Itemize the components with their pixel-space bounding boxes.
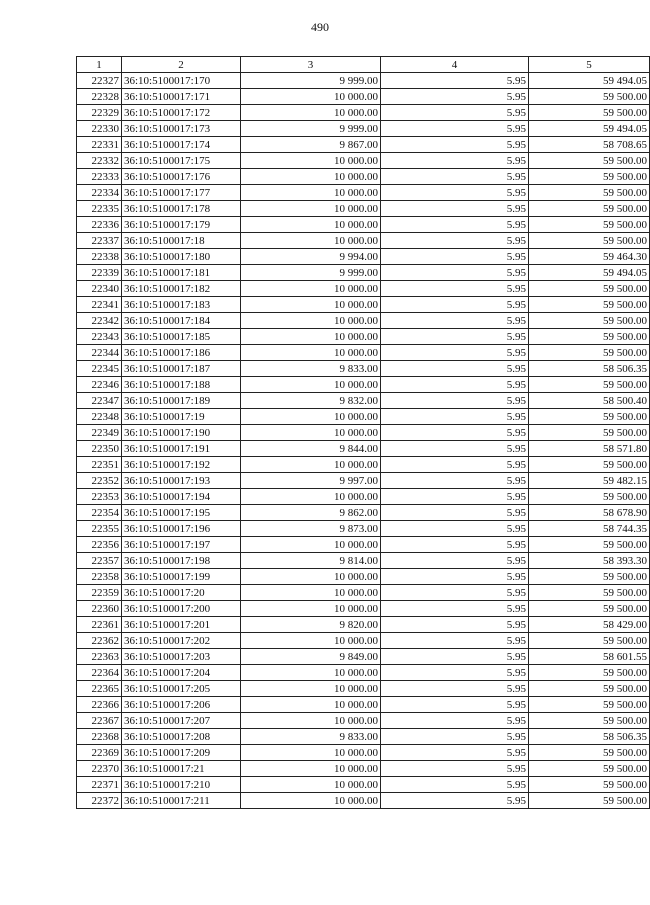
table-row xyxy=(77,441,650,457)
rate-value-cell: 5.95 xyxy=(381,233,529,249)
rate-value-cell: 5.95 xyxy=(381,457,529,473)
amount-value-cell: 59 500.00 xyxy=(529,665,650,681)
cadastral-number-cell: 36:10:5100017:173 xyxy=(122,121,241,137)
amount-value-cell: 59 500.00 xyxy=(529,409,650,425)
row-number-cell: 22356 xyxy=(77,537,122,553)
row-number-cell: 22360 xyxy=(77,601,122,617)
table-row xyxy=(77,121,650,137)
amount-value-cell: 59 464.30 xyxy=(529,249,650,265)
amount-value-cell: 58 678.90 xyxy=(529,505,650,521)
area-value-cell: 10 000.00 xyxy=(241,169,381,185)
amount-value-cell: 58 506.35 xyxy=(529,361,650,377)
rate-value-cell: 5.95 xyxy=(381,217,529,233)
area-value-cell: 10 000.00 xyxy=(241,425,381,441)
area-value-cell: 9 873.00 xyxy=(241,521,381,537)
column-header-4: 4 xyxy=(381,57,529,73)
amount-value-cell: 58 571.80 xyxy=(529,441,650,457)
row-number-cell: 22353 xyxy=(77,489,122,505)
amount-value-cell: 59 500.00 xyxy=(529,185,650,201)
area-value-cell: 10 000.00 xyxy=(241,345,381,361)
cadastral-number-cell: 36:10:5100017:176 xyxy=(122,169,241,185)
table-body xyxy=(77,73,650,809)
cadastral-number-cell: 36:10:5100017:170 xyxy=(122,73,241,89)
cadastral-number-cell: 36:10:5100017:20 xyxy=(122,585,241,601)
amount-value-cell: 59 500.00 xyxy=(529,793,650,809)
rate-value-cell: 5.95 xyxy=(381,745,529,761)
cadastral-number-cell: 36:10:5100017:208 xyxy=(122,729,241,745)
cadastral-number-cell: 36:10:5100017:198 xyxy=(122,553,241,569)
table-row xyxy=(77,697,650,713)
area-value-cell: 9 999.00 xyxy=(241,265,381,281)
rate-value-cell: 5.95 xyxy=(381,73,529,89)
cadastral-number-cell: 36:10:5100017:201 xyxy=(122,617,241,633)
table-row xyxy=(77,601,650,617)
area-value-cell: 9 820.00 xyxy=(241,617,381,633)
table-row xyxy=(77,377,650,393)
cadastral-number-cell: 36:10:5100017:193 xyxy=(122,473,241,489)
amount-value-cell: 59 500.00 xyxy=(529,601,650,617)
cadastral-number-cell: 36:10:5100017:191 xyxy=(122,441,241,457)
table-row xyxy=(77,169,650,185)
table-row xyxy=(77,633,650,649)
table-row xyxy=(77,89,650,105)
row-number-cell: 22329 xyxy=(77,105,122,121)
amount-value-cell: 59 482.15 xyxy=(529,473,650,489)
rate-value-cell: 5.95 xyxy=(381,489,529,505)
amount-value-cell: 59 494.05 xyxy=(529,121,650,137)
row-number-cell: 22339 xyxy=(77,265,122,281)
row-number-cell: 22366 xyxy=(77,697,122,713)
row-number-cell: 22355 xyxy=(77,521,122,537)
table-row xyxy=(77,505,650,521)
cadastral-number-cell: 36:10:5100017:19 xyxy=(122,409,241,425)
amount-value-cell: 59 500.00 xyxy=(529,697,650,713)
cadastral-number-cell: 36:10:5100017:199 xyxy=(122,569,241,585)
table-row xyxy=(77,153,650,169)
amount-value-cell: 59 500.00 xyxy=(529,745,650,761)
table-row xyxy=(77,457,650,473)
row-number-cell: 22338 xyxy=(77,249,122,265)
area-value-cell: 10 000.00 xyxy=(241,585,381,601)
row-number-cell: 22358 xyxy=(77,569,122,585)
amount-value-cell: 59 500.00 xyxy=(529,585,650,601)
table-row xyxy=(77,345,650,361)
amount-value-cell: 58 393.30 xyxy=(529,553,650,569)
cadastral-number-cell: 36:10:5100017:197 xyxy=(122,537,241,553)
area-value-cell: 10 000.00 xyxy=(241,313,381,329)
row-number-cell: 22370 xyxy=(77,761,122,777)
rate-value-cell: 5.95 xyxy=(381,441,529,457)
rate-value-cell: 5.95 xyxy=(381,121,529,137)
cadastral-number-cell: 36:10:5100017:181 xyxy=(122,265,241,281)
cadastral-number-cell: 36:10:5100017:206 xyxy=(122,697,241,713)
area-value-cell: 9 814.00 xyxy=(241,553,381,569)
amount-value-cell: 59 500.00 xyxy=(529,489,650,505)
cadastral-number-cell: 36:10:5100017:184 xyxy=(122,313,241,329)
area-value-cell: 10 000.00 xyxy=(241,681,381,697)
area-value-cell: 9 999.00 xyxy=(241,73,381,89)
amount-value-cell: 59 500.00 xyxy=(529,713,650,729)
cadastral-number-cell: 36:10:5100017:18 xyxy=(122,233,241,249)
row-number-cell: 22352 xyxy=(77,473,122,489)
cadastral-number-cell: 36:10:5100017:177 xyxy=(122,185,241,201)
table-row xyxy=(77,777,650,793)
amount-value-cell: 59 494.05 xyxy=(529,265,650,281)
cadastral-number-cell: 36:10:5100017:182 xyxy=(122,281,241,297)
table-row xyxy=(77,553,650,569)
row-number-cell: 22363 xyxy=(77,649,122,665)
amount-value-cell: 59 500.00 xyxy=(529,89,650,105)
amount-value-cell: 59 500.00 xyxy=(529,569,650,585)
amount-value-cell: 59 500.00 xyxy=(529,761,650,777)
amount-value-cell: 59 500.00 xyxy=(529,153,650,169)
area-value-cell: 10 000.00 xyxy=(241,153,381,169)
area-value-cell: 9 849.00 xyxy=(241,649,381,665)
area-value-cell: 10 000.00 xyxy=(241,569,381,585)
table-row xyxy=(77,681,650,697)
table-row xyxy=(77,793,650,809)
row-number-cell: 22342 xyxy=(77,313,122,329)
table-row xyxy=(77,425,650,441)
area-value-cell: 10 000.00 xyxy=(241,217,381,233)
table-row xyxy=(77,137,650,153)
rate-value-cell: 5.95 xyxy=(381,105,529,121)
row-number-cell: 22365 xyxy=(77,681,122,697)
rate-value-cell: 5.95 xyxy=(381,793,529,809)
table-row xyxy=(77,649,650,665)
table-row xyxy=(77,521,650,537)
table-row xyxy=(77,761,650,777)
rate-value-cell: 5.95 xyxy=(381,153,529,169)
area-value-cell: 10 000.00 xyxy=(241,777,381,793)
amount-value-cell: 58 601.55 xyxy=(529,649,650,665)
table-row xyxy=(77,329,650,345)
rate-value-cell: 5.95 xyxy=(381,329,529,345)
row-number-cell: 22331 xyxy=(77,137,122,153)
amount-value-cell: 58 506.35 xyxy=(529,729,650,745)
cadastral-number-cell: 36:10:5100017:183 xyxy=(122,297,241,313)
cadastral-number-cell: 36:10:5100017:21 xyxy=(122,761,241,777)
rate-value-cell: 5.95 xyxy=(381,665,529,681)
rate-value-cell: 5.95 xyxy=(381,409,529,425)
row-number-cell: 22371 xyxy=(77,777,122,793)
row-number-cell: 22336 xyxy=(77,217,122,233)
rate-value-cell: 5.95 xyxy=(381,185,529,201)
cadastral-number-cell: 36:10:5100017:186 xyxy=(122,345,241,361)
rate-value-cell: 5.95 xyxy=(381,633,529,649)
row-number-cell: 22346 xyxy=(77,377,122,393)
area-value-cell: 10 000.00 xyxy=(241,665,381,681)
rate-value-cell: 5.95 xyxy=(381,777,529,793)
row-number-cell: 22362 xyxy=(77,633,122,649)
column-header-2: 2 xyxy=(122,57,241,73)
table-row xyxy=(77,537,650,553)
amount-value-cell: 59 500.00 xyxy=(529,681,650,697)
amount-value-cell: 59 500.00 xyxy=(529,169,650,185)
area-value-cell: 9 994.00 xyxy=(241,249,381,265)
row-number-cell: 22341 xyxy=(77,297,122,313)
area-value-cell: 9 832.00 xyxy=(241,393,381,409)
table-row xyxy=(77,313,650,329)
area-value-cell: 10 000.00 xyxy=(241,537,381,553)
rate-value-cell: 5.95 xyxy=(381,713,529,729)
area-value-cell: 10 000.00 xyxy=(241,297,381,313)
column-header-5: 5 xyxy=(529,57,650,73)
table-row xyxy=(77,73,650,89)
rate-value-cell: 5.95 xyxy=(381,281,529,297)
row-number-cell: 22330 xyxy=(77,121,122,137)
cadastral-number-cell: 36:10:5100017:209 xyxy=(122,745,241,761)
table-row xyxy=(77,217,650,233)
amount-value-cell: 59 500.00 xyxy=(529,777,650,793)
table-row xyxy=(77,473,650,489)
page-number: 490 xyxy=(311,20,329,34)
table-row xyxy=(77,713,650,729)
table-row xyxy=(77,617,650,633)
table-row xyxy=(77,745,650,761)
amount-value-cell: 58 744.35 xyxy=(529,521,650,537)
row-number-cell: 22335 xyxy=(77,201,122,217)
area-value-cell: 10 000.00 xyxy=(241,761,381,777)
cadastral-number-cell: 36:10:5100017:171 xyxy=(122,89,241,105)
rate-value-cell: 5.95 xyxy=(381,137,529,153)
cadastral-number-cell: 36:10:5100017:179 xyxy=(122,217,241,233)
row-number-cell: 22333 xyxy=(77,169,122,185)
area-value-cell: 10 000.00 xyxy=(241,601,381,617)
table-row xyxy=(77,233,650,249)
cadastral-number-cell: 36:10:5100017:196 xyxy=(122,521,241,537)
amount-value-cell: 58 708.65 xyxy=(529,137,650,153)
table-row xyxy=(77,393,650,409)
amount-value-cell: 59 500.00 xyxy=(529,233,650,249)
area-value-cell: 9 867.00 xyxy=(241,137,381,153)
table-row xyxy=(77,201,650,217)
rate-value-cell: 5.95 xyxy=(381,201,529,217)
area-value-cell: 9 997.00 xyxy=(241,473,381,489)
rate-value-cell: 5.95 xyxy=(381,617,529,633)
cadastral-number-cell: 36:10:5100017:202 xyxy=(122,633,241,649)
amount-value-cell: 58 500.40 xyxy=(529,393,650,409)
header-row xyxy=(77,57,650,73)
table-row xyxy=(77,185,650,201)
row-number-cell: 22337 xyxy=(77,233,122,249)
row-number-cell: 22364 xyxy=(77,665,122,681)
rate-value-cell: 5.95 xyxy=(381,553,529,569)
table-row xyxy=(77,409,650,425)
row-number-cell: 22327 xyxy=(77,73,122,89)
rate-value-cell: 5.95 xyxy=(381,89,529,105)
rate-value-cell: 5.95 xyxy=(381,601,529,617)
area-value-cell: 10 000.00 xyxy=(241,697,381,713)
amount-value-cell: 59 500.00 xyxy=(529,377,650,393)
cadastral-number-cell: 36:10:5100017:190 xyxy=(122,425,241,441)
rate-value-cell: 5.95 xyxy=(381,761,529,777)
rate-value-cell: 5.95 xyxy=(381,361,529,377)
row-number-cell: 22367 xyxy=(77,713,122,729)
amount-value-cell: 59 500.00 xyxy=(529,201,650,217)
cadastral-number-cell: 36:10:5100017:192 xyxy=(122,457,241,473)
area-value-cell: 10 000.00 xyxy=(241,201,381,217)
amount-value-cell: 59 500.00 xyxy=(529,633,650,649)
cadastral-number-cell: 36:10:5100017:172 xyxy=(122,105,241,121)
area-value-cell: 10 000.00 xyxy=(241,745,381,761)
area-value-cell: 10 000.00 xyxy=(241,633,381,649)
rate-value-cell: 5.95 xyxy=(381,393,529,409)
cadastral-number-cell: 36:10:5100017:205 xyxy=(122,681,241,697)
amount-value-cell: 59 500.00 xyxy=(529,457,650,473)
cadastral-number-cell: 36:10:5100017:210 xyxy=(122,777,241,793)
table-row xyxy=(77,569,650,585)
cadastral-number-cell: 36:10:5100017:194 xyxy=(122,489,241,505)
rate-value-cell: 5.95 xyxy=(381,169,529,185)
amount-value-cell: 59 500.00 xyxy=(529,537,650,553)
amount-value-cell: 59 494.05 xyxy=(529,73,650,89)
row-number-cell: 22369 xyxy=(77,745,122,761)
rate-value-cell: 5.95 xyxy=(381,649,529,665)
cadastral-number-cell: 36:10:5100017:188 xyxy=(122,377,241,393)
row-number-cell: 22350 xyxy=(77,441,122,457)
table-header xyxy=(77,57,650,73)
area-value-cell: 10 000.00 xyxy=(241,89,381,105)
table-row xyxy=(77,665,650,681)
rate-value-cell: 5.95 xyxy=(381,537,529,553)
rate-value-cell: 5.95 xyxy=(381,505,529,521)
table-row xyxy=(77,105,650,121)
cadastral-number-cell: 36:10:5100017:185 xyxy=(122,329,241,345)
cadastral-number-cell: 36:10:5100017:174 xyxy=(122,137,241,153)
area-value-cell: 10 000.00 xyxy=(241,281,381,297)
cadastral-number-cell: 36:10:5100017:189 xyxy=(122,393,241,409)
area-value-cell: 9 999.00 xyxy=(241,121,381,137)
table-row xyxy=(77,281,650,297)
amount-value-cell: 59 500.00 xyxy=(529,281,650,297)
table-row xyxy=(77,265,650,281)
cadastral-number-cell: 36:10:5100017:195 xyxy=(122,505,241,521)
row-number-cell: 22344 xyxy=(77,345,122,361)
row-number-cell: 22345 xyxy=(77,361,122,377)
row-number-cell: 22354 xyxy=(77,505,122,521)
amount-value-cell: 59 500.00 xyxy=(529,329,650,345)
cadastral-number-cell: 36:10:5100017:200 xyxy=(122,601,241,617)
row-number-cell: 22332 xyxy=(77,153,122,169)
row-number-cell: 22372 xyxy=(77,793,122,809)
rate-value-cell: 5.95 xyxy=(381,345,529,361)
row-number-cell: 22328 xyxy=(77,89,122,105)
area-value-cell: 10 000.00 xyxy=(241,233,381,249)
cadastral-number-cell: 36:10:5100017:187 xyxy=(122,361,241,377)
amount-value-cell: 59 500.00 xyxy=(529,345,650,361)
row-number-cell: 22359 xyxy=(77,585,122,601)
cadastral-number-cell: 36:10:5100017:180 xyxy=(122,249,241,265)
area-value-cell: 9 833.00 xyxy=(241,729,381,745)
rate-value-cell: 5.95 xyxy=(381,377,529,393)
rate-value-cell: 5.95 xyxy=(381,697,529,713)
rate-value-cell: 5.95 xyxy=(381,585,529,601)
area-value-cell: 10 000.00 xyxy=(241,713,381,729)
cadastral-number-cell: 36:10:5100017:207 xyxy=(122,713,241,729)
rate-value-cell: 5.95 xyxy=(381,569,529,585)
table-row xyxy=(77,729,650,745)
cadastral-number-cell: 36:10:5100017:211 xyxy=(122,793,241,809)
rate-value-cell: 5.95 xyxy=(381,729,529,745)
column-header-1: 1 xyxy=(77,57,122,73)
data-table xyxy=(76,56,650,809)
area-value-cell: 10 000.00 xyxy=(241,105,381,121)
area-value-cell: 10 000.00 xyxy=(241,489,381,505)
rate-value-cell: 5.95 xyxy=(381,249,529,265)
row-number-cell: 22334 xyxy=(77,185,122,201)
table-row xyxy=(77,297,650,313)
area-value-cell: 10 000.00 xyxy=(241,793,381,809)
area-value-cell: 10 000.00 xyxy=(241,457,381,473)
amount-value-cell: 59 500.00 xyxy=(529,313,650,329)
rate-value-cell: 5.95 xyxy=(381,297,529,313)
area-value-cell: 9 833.00 xyxy=(241,361,381,377)
row-number-cell: 22349 xyxy=(77,425,122,441)
amount-value-cell: 58 429.00 xyxy=(529,617,650,633)
row-number-cell: 22347 xyxy=(77,393,122,409)
table-row xyxy=(77,249,650,265)
rate-value-cell: 5.95 xyxy=(381,313,529,329)
area-value-cell: 10 000.00 xyxy=(241,377,381,393)
row-number-cell: 22368 xyxy=(77,729,122,745)
amount-value-cell: 59 500.00 xyxy=(529,217,650,233)
amount-value-cell: 59 500.00 xyxy=(529,105,650,121)
amount-value-cell: 59 500.00 xyxy=(529,297,650,313)
rate-value-cell: 5.95 xyxy=(381,521,529,537)
area-value-cell: 10 000.00 xyxy=(241,409,381,425)
row-number-cell: 22361 xyxy=(77,617,122,633)
cadastral-number-cell: 36:10:5100017:204 xyxy=(122,665,241,681)
row-number-cell: 22343 xyxy=(77,329,122,345)
cadastral-number-cell: 36:10:5100017:203 xyxy=(122,649,241,665)
cadastral-number-cell: 36:10:5100017:175 xyxy=(122,153,241,169)
rate-value-cell: 5.95 xyxy=(381,473,529,489)
amount-value-cell: 59 500.00 xyxy=(529,425,650,441)
table-row xyxy=(77,361,650,377)
row-number-cell: 22357 xyxy=(77,553,122,569)
row-number-cell: 22348 xyxy=(77,409,122,425)
row-number-cell: 22340 xyxy=(77,281,122,297)
row-number-cell: 22351 xyxy=(77,457,122,473)
area-value-cell: 9 844.00 xyxy=(241,441,381,457)
rate-value-cell: 5.95 xyxy=(381,425,529,441)
cadastral-number-cell: 36:10:5100017:178 xyxy=(122,201,241,217)
table-row xyxy=(77,585,650,601)
rate-value-cell: 5.95 xyxy=(381,265,529,281)
table-row xyxy=(77,489,650,505)
rate-value-cell: 5.95 xyxy=(381,681,529,697)
area-value-cell: 9 862.00 xyxy=(241,505,381,521)
area-value-cell: 10 000.00 xyxy=(241,329,381,345)
column-header-3: 3 xyxy=(241,57,381,73)
area-value-cell: 10 000.00 xyxy=(241,185,381,201)
